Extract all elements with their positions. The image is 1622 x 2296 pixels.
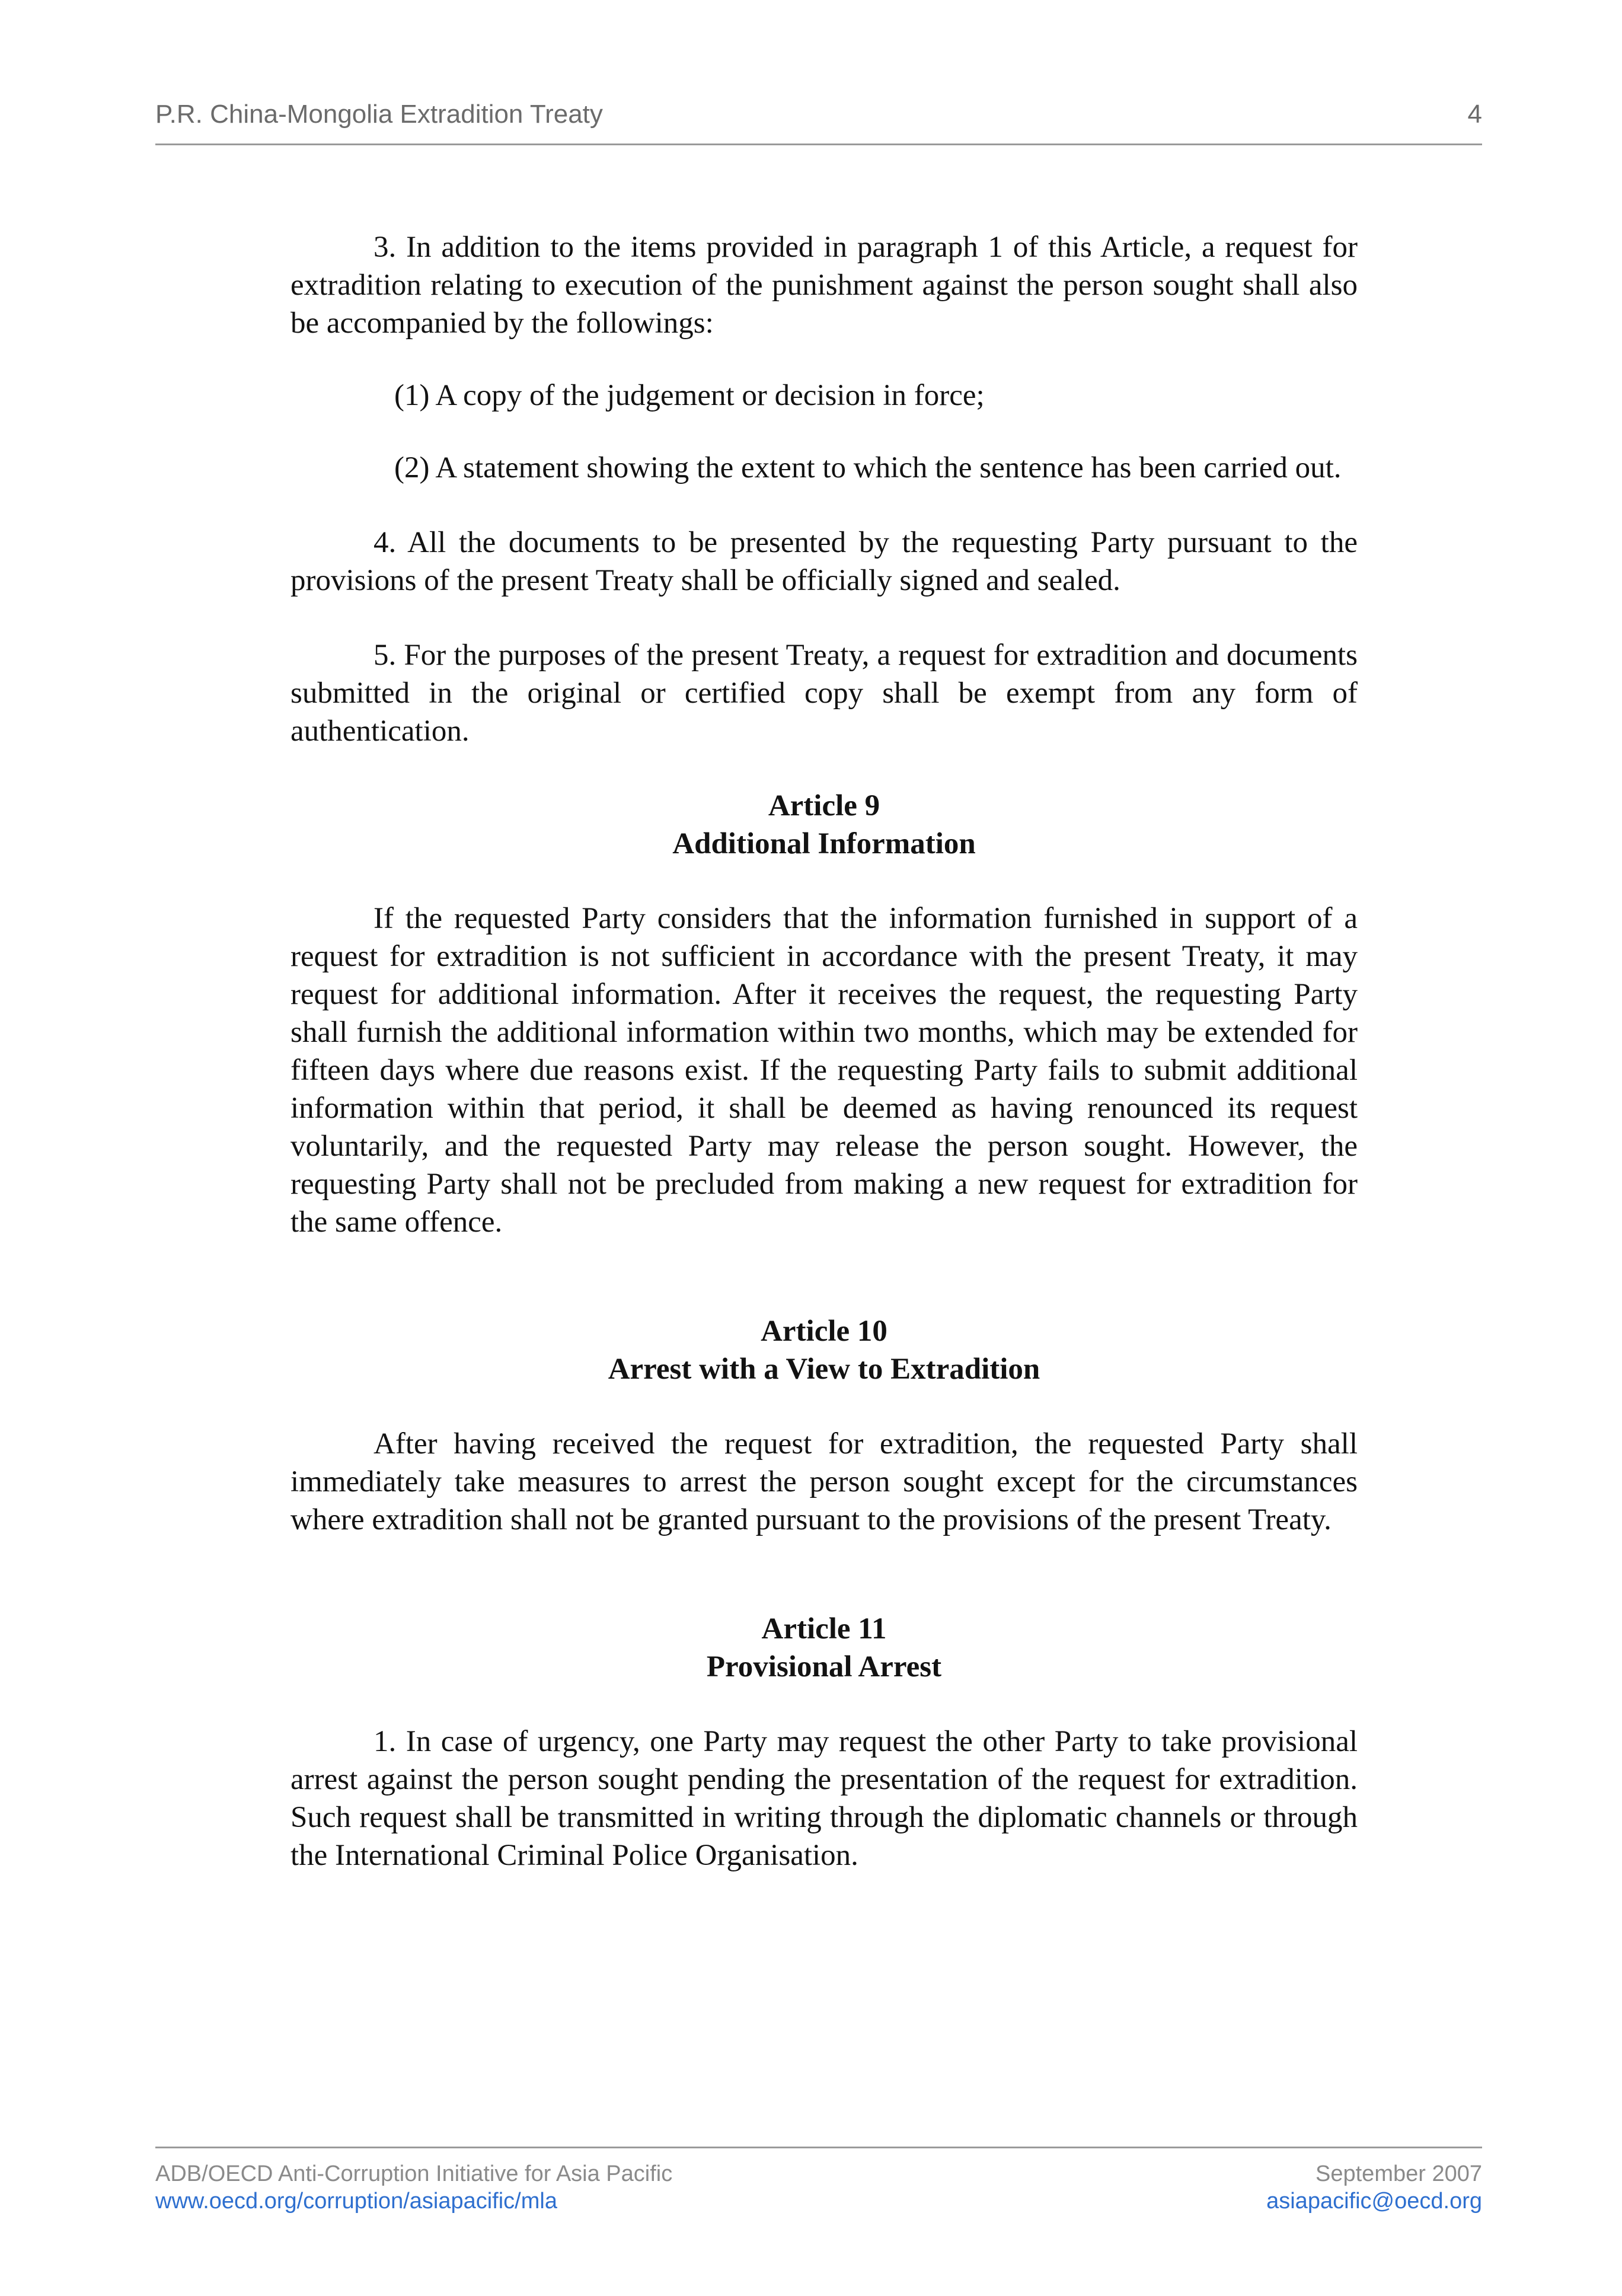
article-9-heading: [290, 787, 1358, 863]
document-title: P.R. China-Mongolia Extradition Treaty: [155, 100, 603, 129]
article-10-title: Arrest with a View to Extradition: [608, 1353, 1040, 1386]
article-11-heading: [290, 1610, 1358, 1686]
article-11-title: Provisional Arrest: [706, 1650, 942, 1683]
article-9-number: Article 9: [768, 789, 880, 822]
paragraph-4: 4. All the documents to be presented by the requesting Party pursuant to the provisions of the present Treaty shall be officially signed and sealed.: [290, 526, 1358, 597]
article-10-heading: [290, 1312, 1358, 1388]
footer-org: ADB/OECD Anti-Corruption Initiative for Asia Pacific: [155, 2161, 673, 2186]
paragraph-3-item-1: (1) A copy of the judgement or decision in force;: [394, 379, 985, 412]
page-header: [155, 89, 1482, 145]
article-11-text: 1. In case of urgency, one Party may request the other Party to take provisional arrest against the person sought pending the presentation of the request for extradition. Such request shall be transmitted in writing through the diplomatic channels or through the International Criminal Police Organisation.: [290, 1725, 1358, 1872]
paragraph-5: 5. For the purposes of the present Treaty, a request for extradition and documents submitted in the original or certified copy shall be exempt from any form of authentication.: [290, 639, 1358, 748]
article-11-number: Article 11: [761, 1612, 887, 1646]
page-number: 4: [1467, 100, 1482, 129]
page-footer: [155, 2147, 1482, 2214]
article-10-number: Article 10: [761, 1315, 887, 1348]
article-9-title: Additional Information: [672, 827, 976, 860]
paragraph-3-item-2: (2) A statement showing the extent to which the sentence has been carried out.: [394, 451, 1342, 484]
footer-url-link[interactable]: www.oecd.org/corruption/asiapacific/mla: [155, 2189, 557, 2214]
footer-date: September 2007: [1316, 2161, 1482, 2186]
footer-email-link[interactable]: asiapacific@oecd.org: [1266, 2189, 1482, 2214]
article-10-text: After having received the request for extradition, the requested Party shall immediately take measures to arrest the person sought except for the circumstances where extradition shall not be granted pursuant to the provisions of the present Treaty.: [290, 1427, 1358, 1536]
document-body: [290, 228, 1358, 1874]
article-9-text: If the requested Party considers that the information furnished in support of a request for extradition is not sufficient in accordance with the present Treaty, it may request for additional information. After it receives the request, the requesting Party shall furnish the additional information within two months, which may be extended for fifteen days where due reasons exist. If the requesting Party fails to submit additional information within that period, it shall be deemed as having renounced its request voluntarily, and the requested Party may release the person sought. However, the requesting Party shall not be precluded from making a new request for extradition for the same offence.: [290, 902, 1358, 1239]
paragraph-3: 3. In addition to the items provided in paragraph 1 of this Article, a request for extradition relating to execution of the punishment against the person sought shall also be accompanied by the followings:: [290, 231, 1358, 340]
